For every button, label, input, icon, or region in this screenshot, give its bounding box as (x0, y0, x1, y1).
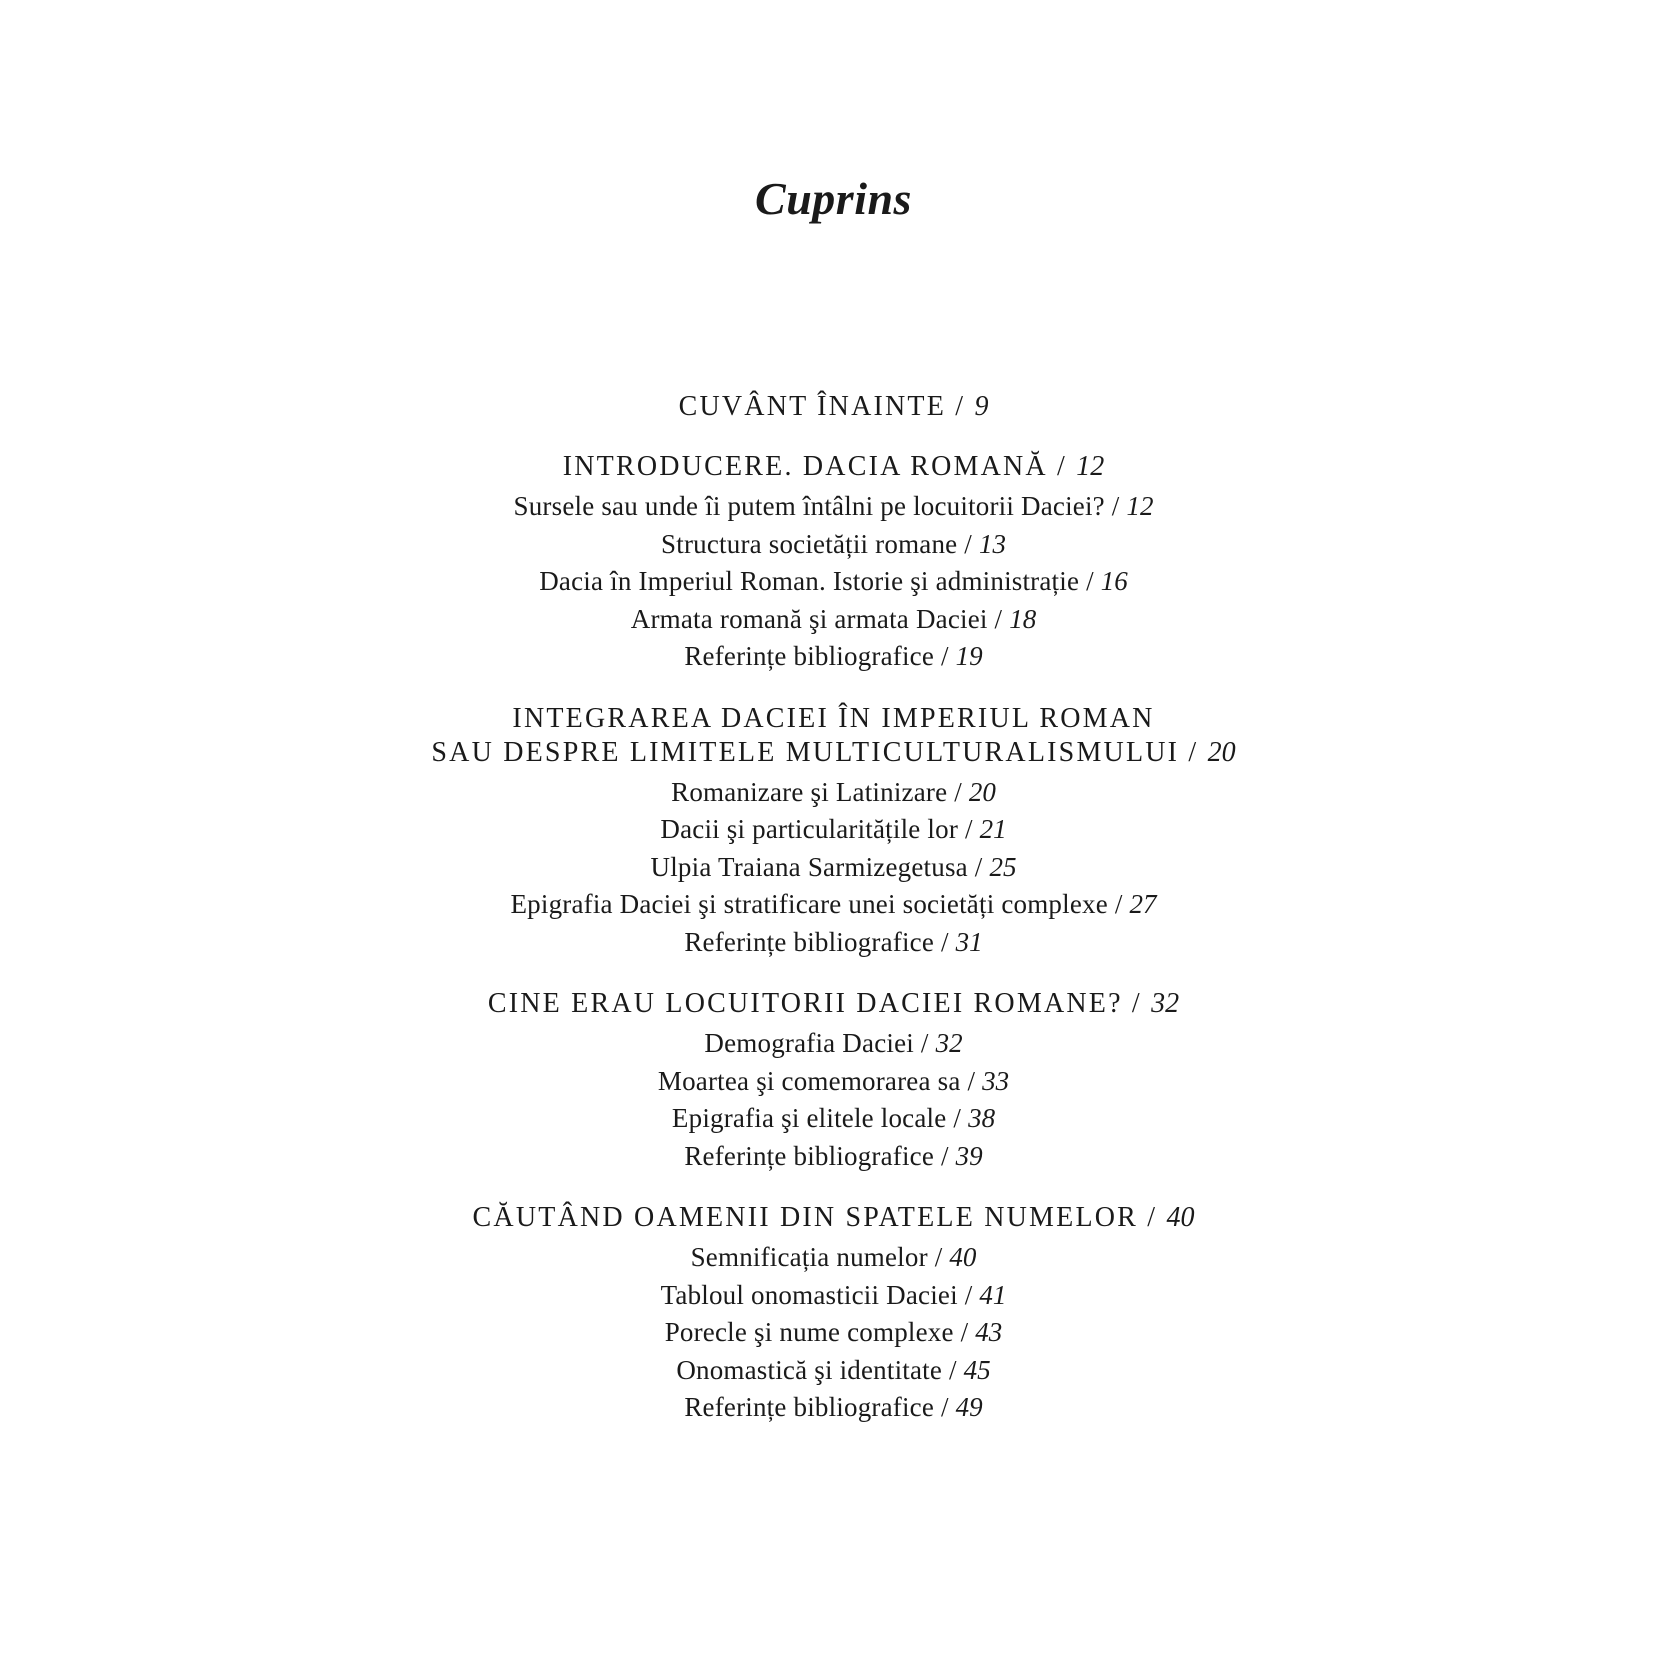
entry-label: Onomastică şi identitate (676, 1354, 943, 1385)
separator: / (1107, 889, 1130, 919)
toc-section (0, 702, 1667, 962)
separator: / (934, 641, 956, 671)
separator: / (934, 1392, 956, 1422)
toc-entry (0, 924, 1667, 962)
toc-section (0, 1201, 1667, 1427)
toc-entry (0, 886, 1667, 924)
page-title: Cuprins (755, 173, 912, 224)
entry-page-number: 18 (1009, 603, 1037, 634)
entry-label: Referințe bibliografice (684, 1140, 935, 1171)
separator: / (1104, 491, 1127, 521)
separator: / (1122, 988, 1152, 1019)
entry-page-number: 12 (1126, 491, 1154, 521)
entry-page-number: 13 (978, 528, 1006, 559)
separator: / (1138, 1202, 1167, 1233)
toc-entry (0, 1352, 1667, 1390)
entry-label: Epigrafia Daciei şi stratificare unei societăți complexe (510, 889, 1108, 919)
separator: / (1079, 566, 1101, 596)
section-heading-line: INTEGRAREA DACIEI ÎN IMPERIUL ROMAN (512, 702, 1155, 734)
section-heading-line: INTRODUCERE. DACIA ROMANĂ / 12 (562, 451, 1105, 482)
separator: / (942, 1354, 964, 1385)
entry-label: Referințe bibliografice (684, 641, 935, 671)
entry-label: Referințe bibliografice (684, 1392, 935, 1422)
toc-entry (0, 601, 1667, 639)
separator: / (967, 851, 990, 882)
entry-label: Sursele sau unde îi putem întâlni pe locuitorii Daciei? (513, 491, 1105, 521)
toc-section (0, 390, 1667, 424)
section-heading (0, 987, 1667, 1021)
toc-entry (0, 1239, 1667, 1277)
separator: / (987, 603, 1010, 634)
entry-page-number: 20 (968, 776, 996, 807)
entry-page-number: 32 (935, 1028, 963, 1058)
separator: / (934, 926, 956, 957)
toc-entry (0, 811, 1667, 849)
entry-label: Referințe bibliografice (684, 926, 935, 957)
entry-page-number: 38 (968, 1103, 996, 1133)
section-page-number: 12 (1076, 451, 1105, 482)
entry-label: Ulpia Traiana Sarmizegetusa (650, 851, 968, 882)
toc-entry (0, 638, 1667, 676)
separator: / (927, 1242, 950, 1272)
toc-entry (0, 1100, 1667, 1138)
toc-entry (0, 1063, 1667, 1101)
toc-entry (0, 1138, 1667, 1176)
entry-page-number: 45 (963, 1354, 991, 1385)
entry-label: Semnificația numelor (690, 1242, 928, 1272)
entry-label: Armata romană şi armata Daciei (630, 603, 988, 634)
entry-page-number: 49 (955, 1392, 983, 1422)
separator: / (934, 1140, 956, 1171)
entry-label: Structura societății romane (661, 528, 958, 559)
toc-section (0, 450, 1667, 676)
toc-entry (0, 774, 1667, 812)
section-page-number: 9 (974, 391, 989, 422)
entry-label: Moartea şi comemorarea sa (657, 1065, 961, 1096)
separator: / (913, 1028, 936, 1058)
entry-label: Epigrafia şi elitele locale (671, 1103, 947, 1133)
section-heading-line: SAU DESPRE LIMITELE MULTICULTURALISMULUI / 20 (431, 736, 1236, 768)
table-of-contents (0, 390, 1667, 1453)
entry-page-number: 40 (949, 1242, 977, 1272)
separator: / (947, 776, 969, 807)
toc-entry (0, 1389, 1667, 1427)
entry-page-number: 43 (975, 1317, 1003, 1347)
separator: / (958, 814, 980, 844)
section-heading-line: CINE ERAU LOCUITORII DACIEI ROMANE? / 32 (487, 988, 1180, 1019)
toc-entry (0, 526, 1667, 564)
separator: / (957, 528, 979, 559)
entry-label: Dacia în Imperiul Roman. Istorie şi administrație (539, 566, 1080, 596)
toc-entry (0, 1277, 1667, 1315)
entry-label: Dacii şi particularitățile lor (660, 814, 959, 844)
toc-entry (0, 849, 1667, 887)
entry-label: Romanizare şi Latinizare (671, 776, 948, 807)
section-page-number: 20 (1207, 736, 1236, 768)
section-page-number: 32 (1151, 988, 1180, 1019)
section-heading (0, 1201, 1667, 1235)
entry-page-number: 25 (989, 851, 1017, 882)
entry-label: Tabloul onomasticii Daciei (660, 1279, 958, 1310)
entry-page-number: 31 (955, 926, 983, 957)
separator: / (946, 391, 975, 422)
section-page-number: 40 (1166, 1202, 1195, 1233)
entry-page-number: 27 (1129, 889, 1157, 919)
toc-entry (0, 1314, 1667, 1352)
entry-label: Porecle şi nume complexe (664, 1317, 954, 1347)
section-heading (0, 450, 1667, 484)
toc-entry (0, 488, 1667, 526)
entry-page-number: 19 (955, 641, 983, 671)
separator: / (1179, 736, 1208, 768)
entry-page-number: 39 (955, 1140, 983, 1171)
entry-page-number: 21 (979, 814, 1007, 844)
section-heading (0, 702, 1667, 770)
toc-section (0, 987, 1667, 1175)
separator: / (946, 1103, 969, 1133)
section-heading (0, 390, 1667, 424)
entry-page-number: 33 (982, 1065, 1010, 1096)
separator: / (960, 1065, 983, 1096)
entry-label: Demografia Daciei (704, 1028, 914, 1058)
separator: / (953, 1317, 976, 1347)
toc-entry (0, 563, 1667, 601)
entry-page-number: 41 (979, 1279, 1007, 1310)
section-heading-line: CUVÂNT ÎNAINTE / 9 (678, 391, 989, 422)
entry-page-number: 16 (1100, 566, 1128, 596)
separator: / (957, 1279, 980, 1310)
toc-entry (0, 1025, 1667, 1063)
section-heading-line: CĂUTÂND OAMENII DIN SPATELE NUMELOR / 40 (472, 1202, 1195, 1233)
separator: / (1047, 451, 1077, 482)
